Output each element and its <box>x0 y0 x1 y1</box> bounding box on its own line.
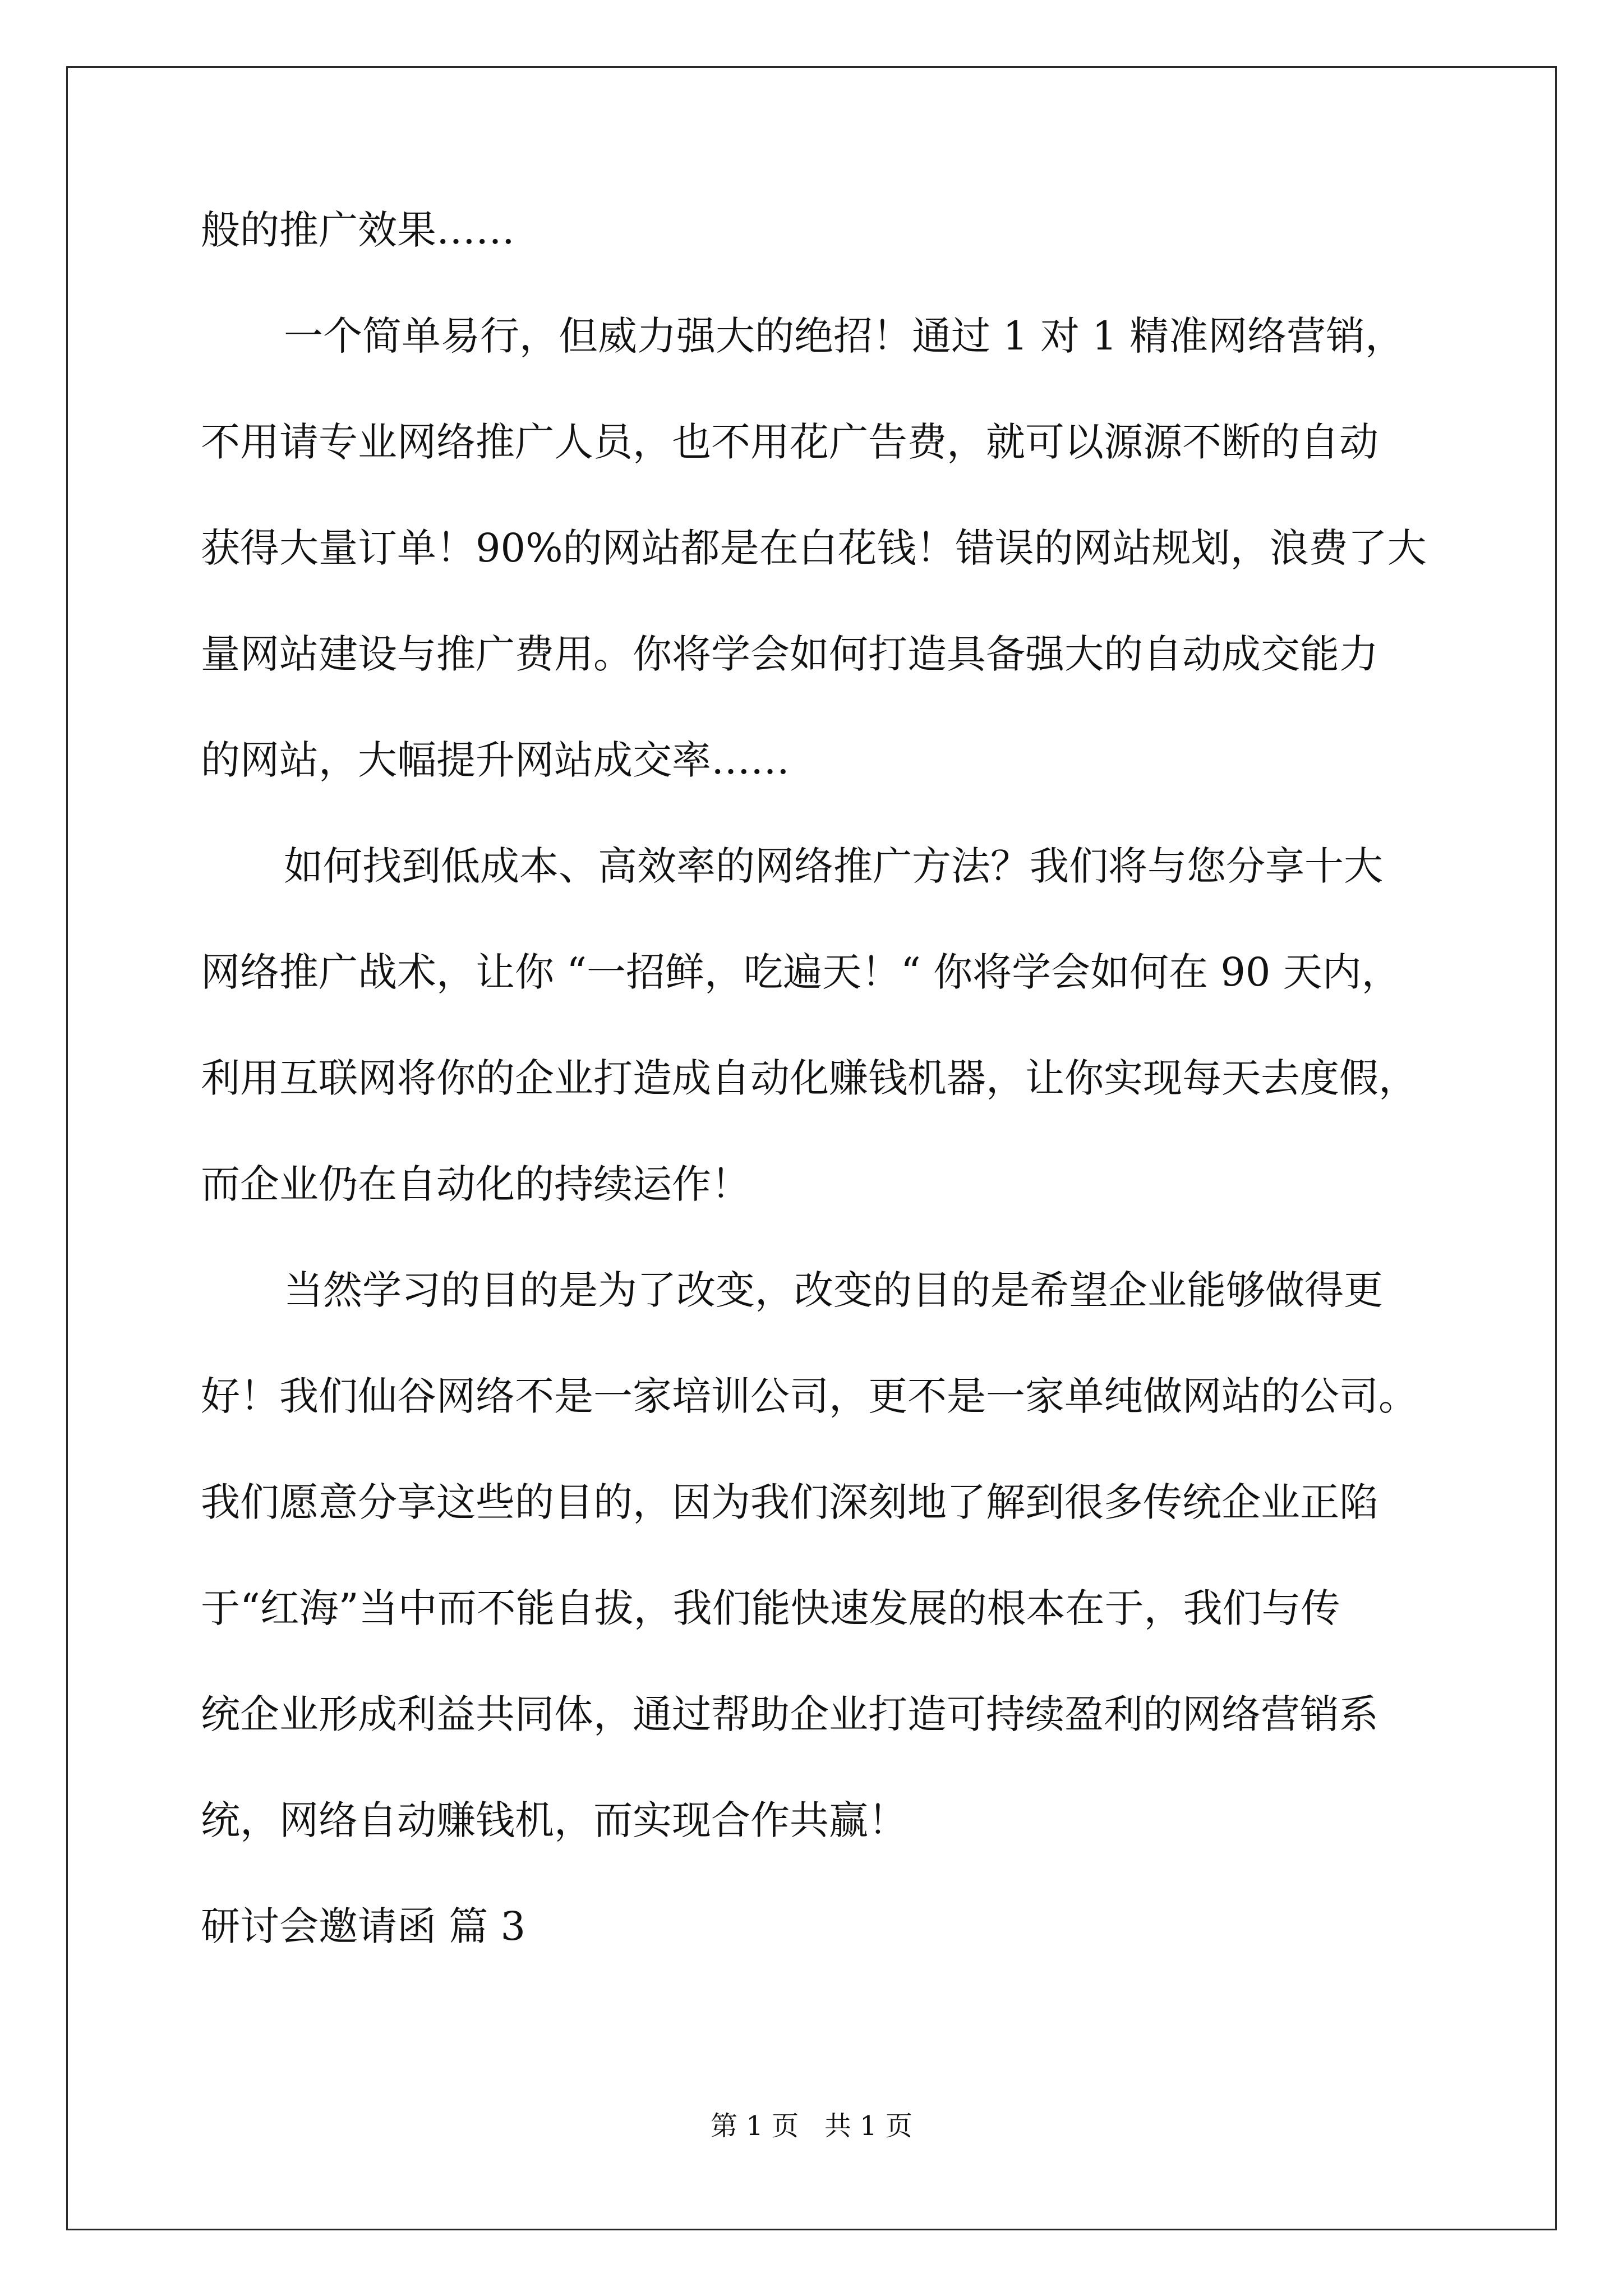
paragraph-start-line: 当然学习的目的是为了改变，改变的目的是希望企业能够做得更 <box>284 1267 1383 1313</box>
text-line: 的网站，大幅提升网站成交率…… <box>201 737 790 783</box>
text-line: 于“红海”当中而不能自拔，我们能快速发展的根本在于，我们与传 <box>201 1585 1340 1631</box>
paragraph-start-line: 如何找到低成本、高效率的网络推广方法？我们将与您分享十大 <box>284 843 1383 889</box>
text-line: 网络推广战术，让你 “一招鲜，吃遍天！“ 你将学会如何在 90 天内， <box>201 949 1401 995</box>
text-line: 而企业仍在自动化的持续运作！ <box>201 1161 750 1207</box>
page-footer: 第 1 页 共 1 页 <box>711 2110 912 2142</box>
paragraph-start-line: 一个简单易行，但威力强大的绝招！通过 1 对 1 精准网络营销， <box>284 313 1405 359</box>
text-line: 量网站建设与推广费用。你将学会如何打造具备强大的自动成交能力 <box>201 631 1378 677</box>
text-line: 利用互联网将你的企业打造成自动化赚钱机器，让你实现每天去度假， <box>201 1055 1418 1101</box>
text-line: 统企业形成利益共同体，通过帮助企业打造可持续盈利的网络营销系 <box>201 1691 1378 1737</box>
section-heading: 研讨会邀请函 篇 3 <box>201 1903 526 1949</box>
text-line: 统，网络自动赚钱机，而实现合作共赢！ <box>201 1797 907 1843</box>
text-line: 好！我们仙谷网络不是一家培训公司，更不是一家单纯做网站的公司。 <box>201 1373 1418 1419</box>
text-line: 不用请专业网络推广人员，也不用花广告费，就可以源源不断的自动 <box>201 419 1378 465</box>
text-line: 获得大量订单！90%的网站都是在白花钱！错误的网站规划，浪费了大 <box>201 525 1427 571</box>
text-line: 般的推广效果…… <box>201 207 515 253</box>
document-body <box>201 207 1435 2013</box>
text-line: 我们愿意分享这些的目的，因为我们深刻地了解到很多传统企业正陷 <box>201 1479 1378 1525</box>
